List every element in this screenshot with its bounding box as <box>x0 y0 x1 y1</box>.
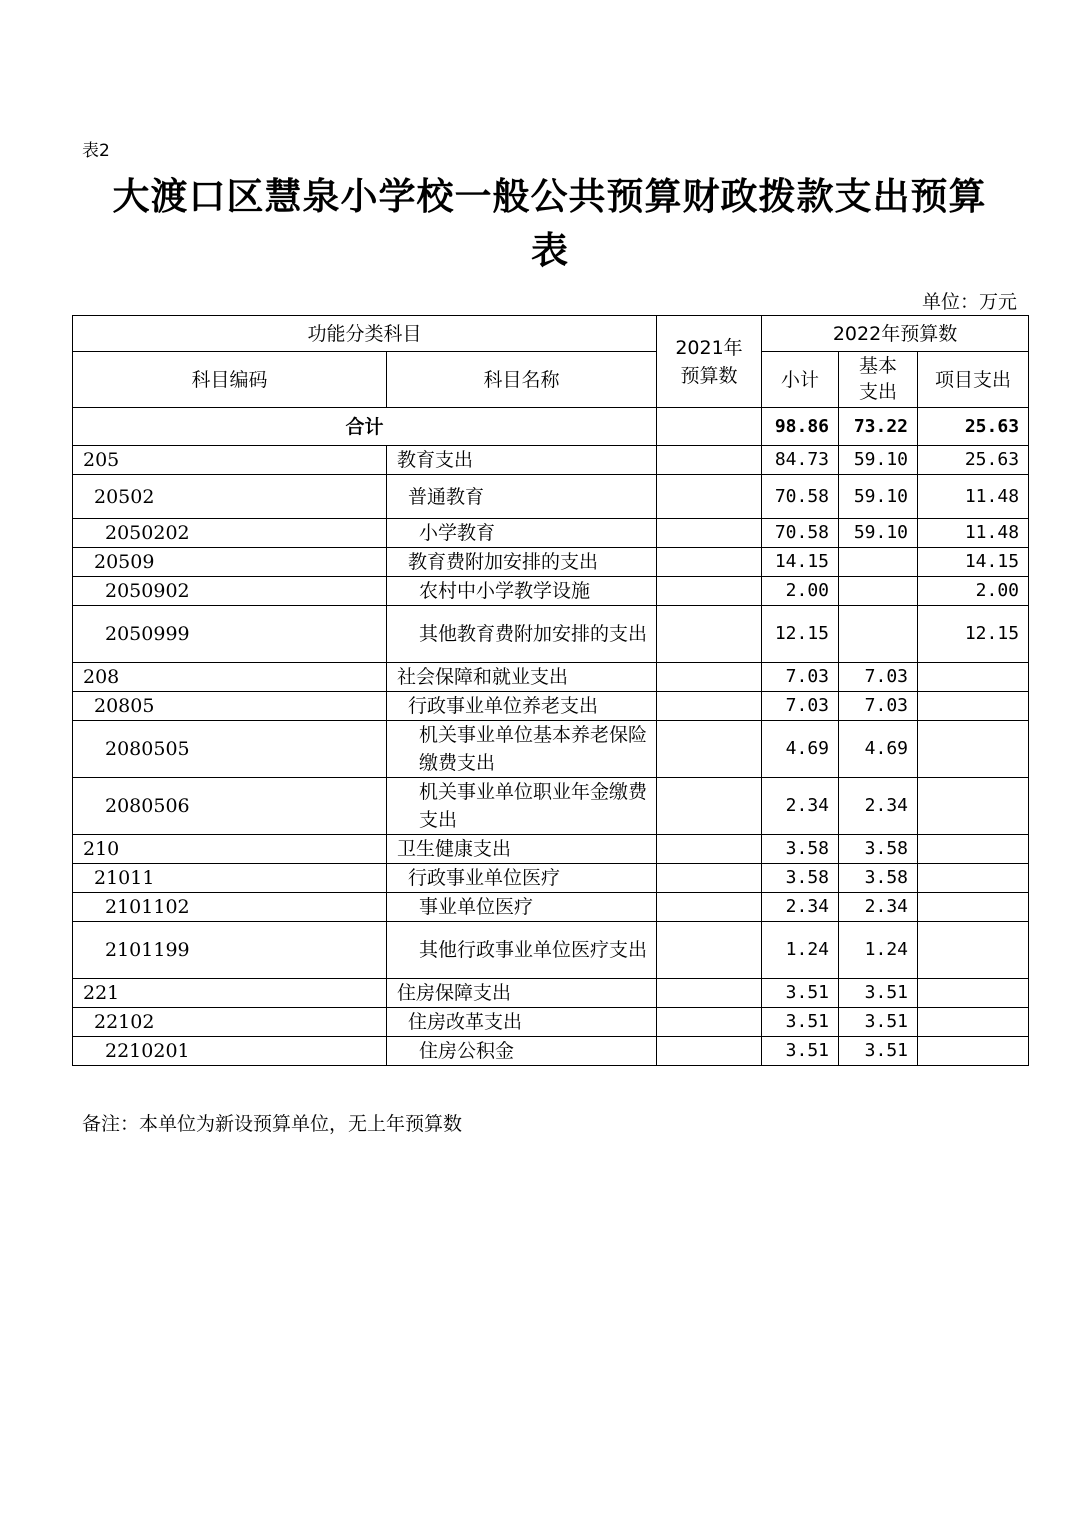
row-prev-budget <box>657 519 762 548</box>
row-project: 14.15 <box>918 548 1029 577</box>
row-prev-budget <box>657 663 762 692</box>
row-name: 普通教育 <box>387 475 657 519</box>
row-basic: 3.58 <box>839 835 918 864</box>
total-project: 25.63 <box>918 408 1029 446</box>
row-subtotal: 84.73 <box>762 446 839 475</box>
row-code: 2080506 <box>73 778 387 835</box>
row-subtotal: 3.58 <box>762 835 839 864</box>
row-subtotal: 2.34 <box>762 778 839 835</box>
row-prev-budget <box>657 979 762 1008</box>
table-row <box>73 446 1029 475</box>
row-basic: 2.34 <box>839 893 918 922</box>
row-basic <box>839 606 918 663</box>
table-row <box>73 606 1029 663</box>
table-row <box>73 864 1029 893</box>
table-row <box>73 1037 1029 1066</box>
remark-note: 备注：本单位为新设预算单位，无上年预算数 <box>82 1113 463 1135</box>
row-basic: 3.51 <box>839 979 918 1008</box>
row-subtotal: 14.15 <box>762 548 839 577</box>
row-code: 2101102 <box>73 893 387 922</box>
row-code: 20509 <box>73 548 387 577</box>
unit-label: 单位：万元 <box>921 291 1017 313</box>
page-title: 大渡口区慧泉小学校一般公共预算财政拨款支出预算 <box>112 175 987 218</box>
row-name: 住房改革支出 <box>387 1008 657 1037</box>
row-project <box>918 979 1029 1008</box>
row-code: 221 <box>73 979 387 1008</box>
row-subtotal: 12.15 <box>762 606 839 663</box>
row-basic: 3.51 <box>839 1008 918 1037</box>
row-prev-budget <box>657 835 762 864</box>
row-project: 11.48 <box>918 519 1029 548</box>
header-subtotal: 小计 <box>762 352 839 408</box>
row-name: 其他教育费附加安排的支出 <box>387 606 657 663</box>
row-subtotal: 7.03 <box>762 663 839 692</box>
row-name: 小学教育 <box>387 519 657 548</box>
row-subtotal: 2.00 <box>762 577 839 606</box>
header-project: 项目支出 <box>918 352 1029 408</box>
row-project <box>918 778 1029 835</box>
row-code: 2050202 <box>73 519 387 548</box>
budget-table <box>72 315 1029 1066</box>
row-code: 205 <box>73 446 387 475</box>
row-subtotal: 7.03 <box>762 692 839 721</box>
row-prev-budget <box>657 778 762 835</box>
row-subtotal: 4.69 <box>762 721 839 778</box>
header-basic-text: 基本支出 <box>859 355 898 403</box>
row-prev-budget <box>657 1008 762 1037</box>
table-row <box>73 548 1029 577</box>
table-row <box>73 692 1029 721</box>
page-title-continued: 表 <box>531 229 568 272</box>
row-name: 卫生健康支出 <box>387 835 657 864</box>
header-code: 科目编码 <box>73 352 387 408</box>
row-project <box>918 922 1029 979</box>
row-name: 农村中小学教学设施 <box>387 577 657 606</box>
row-name: 事业单位医疗 <box>387 893 657 922</box>
row-code: 2101199 <box>73 922 387 979</box>
row-prev-budget <box>657 922 762 979</box>
row-name: 其他行政事业单位医疗支出 <box>387 922 657 979</box>
row-code: 22102 <box>73 1008 387 1037</box>
row-project <box>918 692 1029 721</box>
row-project: 2.00 <box>918 577 1029 606</box>
row-project: 12.15 <box>918 606 1029 663</box>
header-func-class: 功能分类科目 <box>73 316 657 352</box>
row-name: 行政事业单位医疗 <box>387 864 657 893</box>
header-cur-budget: 2022年预算数 <box>762 316 1029 352</box>
row-subtotal: 2.34 <box>762 893 839 922</box>
table-row <box>73 721 1029 778</box>
table-number: 表2 <box>82 141 110 161</box>
row-code: 2210201 <box>73 1037 387 1066</box>
row-project <box>918 835 1029 864</box>
row-code: 20502 <box>73 475 387 519</box>
row-name: 教育费附加安排的支出 <box>387 548 657 577</box>
header-name: 科目名称 <box>387 352 657 408</box>
row-basic: 3.51 <box>839 1037 918 1066</box>
row-code: 20805 <box>73 692 387 721</box>
table-row <box>73 519 1029 548</box>
header-basic <box>839 352 918 408</box>
row-basic: 59.10 <box>839 519 918 548</box>
row-project <box>918 721 1029 778</box>
row-basic <box>839 577 918 606</box>
row-basic: 7.03 <box>839 692 918 721</box>
total-subtotal: 98.86 <box>762 408 839 446</box>
row-prev-budget <box>657 577 762 606</box>
row-prev-budget <box>657 475 762 519</box>
total-basic: 73.22 <box>839 408 918 446</box>
row-prev-budget <box>657 721 762 778</box>
table-row <box>73 835 1029 864</box>
row-basic: 2.34 <box>839 778 918 835</box>
row-code: 2050999 <box>73 606 387 663</box>
row-basic: 1.24 <box>839 922 918 979</box>
row-subtotal: 3.51 <box>762 1037 839 1066</box>
row-code: 208 <box>73 663 387 692</box>
row-name: 教育支出 <box>387 446 657 475</box>
row-basic <box>839 548 918 577</box>
row-prev-budget <box>657 606 762 663</box>
row-name: 机关事业单位基本养老保险缴费支出 <box>387 721 657 778</box>
table-row <box>73 893 1029 922</box>
row-project: 25.63 <box>918 446 1029 475</box>
row-basic: 4.69 <box>839 721 918 778</box>
table-row <box>73 778 1029 835</box>
row-basic: 59.10 <box>839 446 918 475</box>
row-name: 住房保障支出 <box>387 979 657 1008</box>
total-label: 合计 <box>73 408 657 446</box>
row-code: 21011 <box>73 864 387 893</box>
table-body <box>73 408 1029 1066</box>
table-row <box>73 663 1029 692</box>
row-prev-budget <box>657 692 762 721</box>
row-subtotal: 3.58 <box>762 864 839 893</box>
row-name: 行政事业单位养老支出 <box>387 692 657 721</box>
table-row <box>73 475 1029 519</box>
row-project <box>918 1037 1029 1066</box>
header-prev-budget <box>657 316 762 408</box>
row-subtotal: 70.58 <box>762 475 839 519</box>
row-code: 2050902 <box>73 577 387 606</box>
row-project <box>918 864 1029 893</box>
row-basic: 3.58 <box>839 864 918 893</box>
row-prev-budget <box>657 1037 762 1066</box>
table-row <box>73 577 1029 606</box>
row-project: 11.48 <box>918 475 1029 519</box>
row-subtotal: 70.58 <box>762 519 839 548</box>
header-prev-budget-text: 2021年预算数 <box>675 336 743 387</box>
row-subtotal: 3.51 <box>762 979 839 1008</box>
row-name: 社会保障和就业支出 <box>387 663 657 692</box>
row-prev-budget <box>657 446 762 475</box>
row-subtotal: 1.24 <box>762 922 839 979</box>
row-name: 住房公积金 <box>387 1037 657 1066</box>
table-row <box>73 979 1029 1008</box>
row-project <box>918 893 1029 922</box>
row-code: 210 <box>73 835 387 864</box>
row-basic: 59.10 <box>839 475 918 519</box>
row-subtotal: 3.51 <box>762 1008 839 1037</box>
row-prev-budget <box>657 548 762 577</box>
table-row <box>73 1008 1029 1037</box>
total-prev <box>657 408 762 446</box>
row-project <box>918 1008 1029 1037</box>
row-name: 机关事业单位职业年金缴费支出 <box>387 778 657 835</box>
row-prev-budget <box>657 864 762 893</box>
row-basic: 7.03 <box>839 663 918 692</box>
table-row <box>73 922 1029 979</box>
row-code: 2080505 <box>73 721 387 778</box>
total-row <box>73 408 1029 446</box>
row-prev-budget <box>657 893 762 922</box>
row-project <box>918 663 1029 692</box>
